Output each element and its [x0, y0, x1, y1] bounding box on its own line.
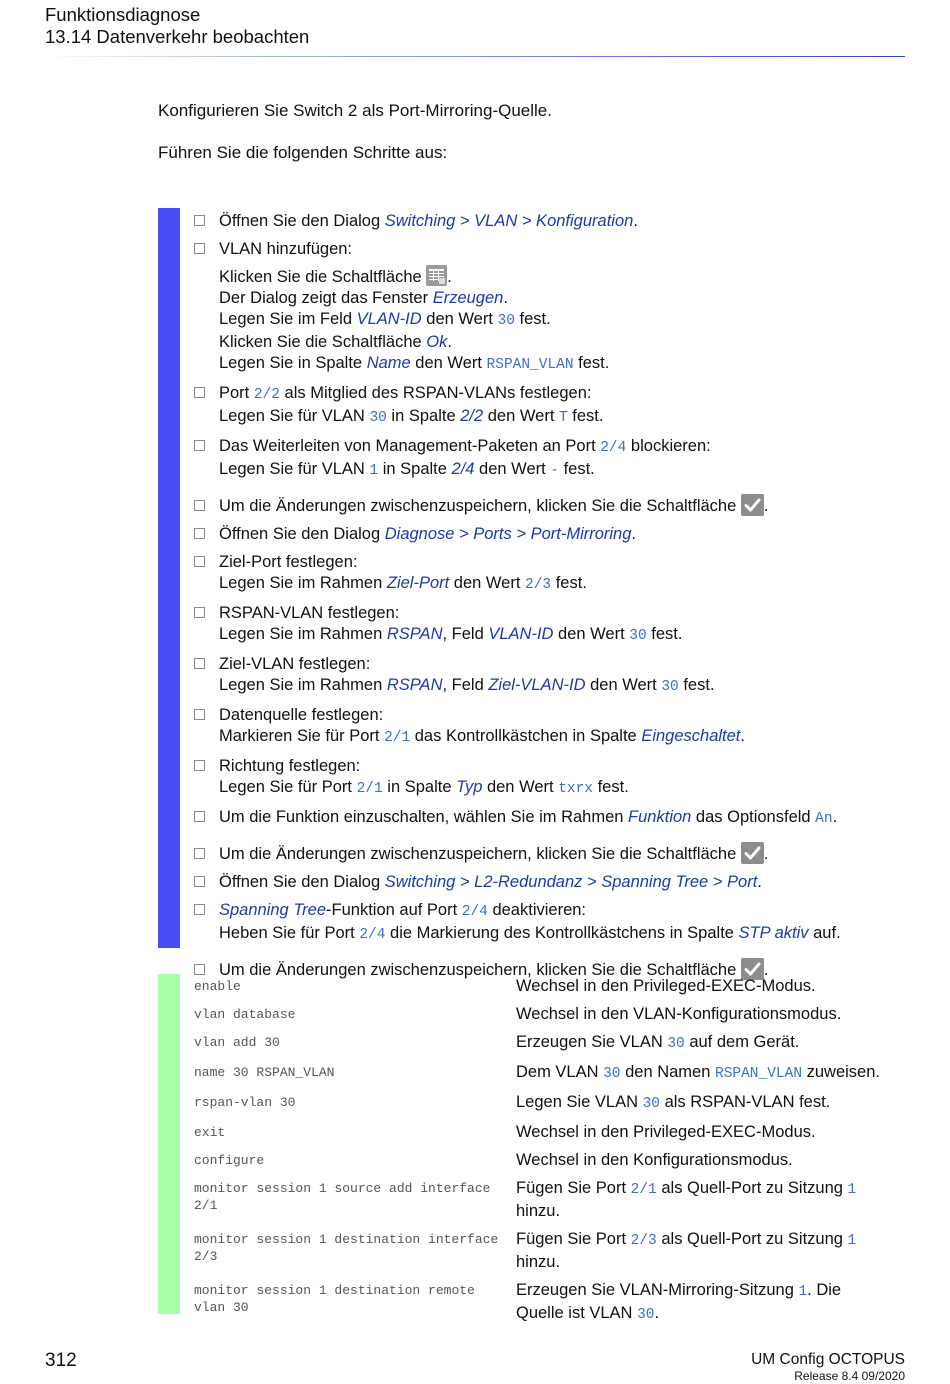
step-checkbox[interactable] — [194, 607, 205, 618]
step-item: Um die Funktion einzuschalten, wählen Sie im Rahmen Funktion das Optionsfeld An. — [194, 807, 894, 830]
cli-description: Erzeugen Sie VLAN 30 auf dem Gerät. — [516, 1033, 800, 1052]
cli-description: Fügen Sie Port 2/3 als Quell-Port zu Sitzung 1 hinzu. — [516, 1230, 857, 1271]
save-checkmark-icon — [741, 494, 764, 516]
release-info: Release 8.4 09/2020 — [794, 1369, 905, 1383]
cli-command: vlan database — [194, 1007, 296, 1022]
ui-path: Switching > VLAN > Konfiguration — [384, 212, 634, 230]
step-item: Datenquelle festlegen: Markieren Sie für Port 2/1 das Kontrollkästchen in Spalte Eingeschaltet. — [194, 705, 894, 749]
cli-command: monitor session 1 source add interface 2/1 — [194, 1181, 491, 1213]
cli-row — [194, 1280, 904, 1326]
cli-row — [194, 1092, 904, 1115]
cli-command: name 30 RSPAN_VLAN — [194, 1065, 335, 1080]
step-checkbox[interactable] — [194, 440, 205, 451]
document-title: UM Config OCTOPUS — [751, 1351, 905, 1368]
step-checkbox[interactable] — [194, 528, 205, 539]
cli-marker-bar — [158, 974, 180, 1314]
cli-command: monitor session 1 destination interface 2/3 — [194, 1232, 499, 1264]
step-item: Öffnen Sie den Dialog Switching > VLAN > Konfiguration. — [194, 211, 894, 232]
cli-description: Erzeugen Sie VLAN-Mirroring-Sitzung 1. Die Quelle ist VLAN 30. — [516, 1281, 842, 1323]
step-item: Ziel-Port festlegen: Legen Sie im Rahmen Ziel-Port den Wert 2/3 fest. — [194, 552, 894, 596]
ui-path: Switching > L2-Redundanz > Spanning Tree > Port — [384, 873, 758, 891]
cli-command: vlan add 30 — [194, 1035, 280, 1050]
step-item: Spanning Tree-Funktion auf Port 2/4 deaktivieren: Heben Sie für Port 2/4 die Markierung des Kontrollkästchens in Spalte STP aktiv auf. — [194, 900, 894, 946]
step-checkbox[interactable] — [194, 243, 205, 254]
procedure-steps — [194, 211, 894, 988]
step-checkbox[interactable] — [194, 500, 205, 511]
step-checkbox[interactable] — [194, 760, 205, 771]
cli-description: Dem VLAN 30 den Namen RSPAN_VLAN zuweisen. — [516, 1063, 880, 1082]
running-header — [45, 4, 309, 48]
step-item: Um die Änderungen zwischenzuspeichern, klicken Sie die Schaltfläche . — [194, 842, 894, 865]
cli-command: exit — [194, 1125, 226, 1140]
step-item: VLAN hinzufügen: Klicken Sie die Schaltfläche . Der Dialog zeigt das Fenster Erzeugen. Legen Sie im Feld VLAN-ID den Wert 30 fest. Klicken Sie die Schaltfläche Ok. Legen Sie in Spalte Name den Wert RSPAN_VLAN fest. — [194, 239, 894, 376]
step-checkbox[interactable] — [194, 904, 205, 915]
cli-row — [194, 976, 904, 997]
cli-command: rspan-vlan 30 — [194, 1095, 296, 1110]
cli-row — [194, 1178, 904, 1222]
cli-row — [194, 1122, 904, 1143]
step-checkbox[interactable] — [194, 811, 205, 822]
step-checkbox[interactable] — [194, 876, 205, 887]
save-checkmark-icon — [741, 842, 764, 864]
section-title: 13.14 Datenverkehr beobachten — [45, 26, 310, 47]
step-item: Um die Änderungen zwischenzuspeichern, klicken Sie die Schaltfläche . — [194, 494, 894, 517]
step-item: Öffnen Sie den Dialog Switching > L2-Redundanz > Spanning Tree > Port. — [194, 872, 894, 893]
cli-row — [194, 1004, 904, 1025]
step-item: Das Weiterleiten von Management-Paketen an Port 2/4 blockieren: Legen Sie für VLAN 1 in Spalte 2/4 den Wert - fest. — [194, 436, 894, 482]
page-number: 312 — [45, 1350, 77, 1371]
cli-description: Wechsel in den Privileged-EXEC-Modus. — [516, 977, 816, 995]
step-item: Port 2/2 als Mitglied des RSPAN-VLANs festlegen: Legen Sie für VLAN 30 in Spalte 2/2 den Wert T fest. — [194, 383, 894, 429]
step-checkbox[interactable] — [194, 556, 205, 567]
document-info — [751, 1351, 905, 1384]
cli-command-table — [194, 976, 904, 1333]
instruction-lead: Führen Sie die folgenden Schritte aus: — [158, 143, 448, 162]
cli-row — [194, 1229, 904, 1273]
step-checkbox[interactable] — [194, 215, 205, 226]
cli-command: monitor session 1 destination remote vlan 30 — [194, 1283, 475, 1315]
step-checkbox[interactable] — [194, 709, 205, 720]
step-checkbox[interactable] — [194, 848, 205, 859]
add-table-row-icon — [426, 265, 447, 286]
step-item: Richtung festlegen: Legen Sie für Port 2/1 in Spalte Typ den Wert txrx fest. — [194, 756, 894, 800]
step-item: Um die Änderungen zwischenzuspeichern, klicken Sie die Schaltfläche . — [194, 958, 894, 981]
step-checkbox[interactable] — [194, 387, 205, 398]
step-checkbox[interactable] — [194, 658, 205, 669]
cli-row — [194, 1150, 904, 1171]
procedure-marker-bar — [158, 208, 180, 948]
cli-row — [194, 1032, 904, 1055]
cli-command: configure — [194, 1153, 265, 1168]
cli-command: enable — [194, 979, 241, 994]
step-checkbox[interactable] — [194, 964, 205, 975]
step-item: Ziel-VLAN festlegen: Legen Sie im Rahmen RSPAN, Feld Ziel-VLAN-ID den Wert 30 fest. — [194, 654, 894, 698]
cli-row — [194, 1062, 904, 1085]
step-item: RSPAN-VLAN festlegen: Legen Sie im Rahmen RSPAN, Feld VLAN-ID den Wert 30 fest. — [194, 603, 894, 647]
cli-description: Wechsel in den VLAN-Konfigurationsmodus. — [516, 1005, 842, 1023]
cli-description: Fügen Sie Port 2/1 als Quell-Port zu Sitzung 1 hinzu. — [516, 1179, 857, 1220]
step-item: Öffnen Sie den Dialog Diagnose > Ports > Port-Mirroring. — [194, 524, 894, 545]
cli-description: Legen Sie VLAN 30 als RSPAN-VLAN fest. — [516, 1093, 831, 1112]
intro-paragraph: Konfigurieren Sie Switch 2 als Port-Mirroring-Quelle. — [158, 101, 552, 120]
header-divider — [45, 56, 905, 57]
chapter-title: Funktionsdiagnose — [45, 4, 201, 25]
ui-path: Diagnose > Ports > Port-Mirroring — [384, 525, 632, 543]
cli-description: Wechsel in den Privileged-EXEC-Modus. — [516, 1123, 816, 1141]
cli-description: Wechsel in den Konfigurationsmodus. — [516, 1151, 793, 1169]
